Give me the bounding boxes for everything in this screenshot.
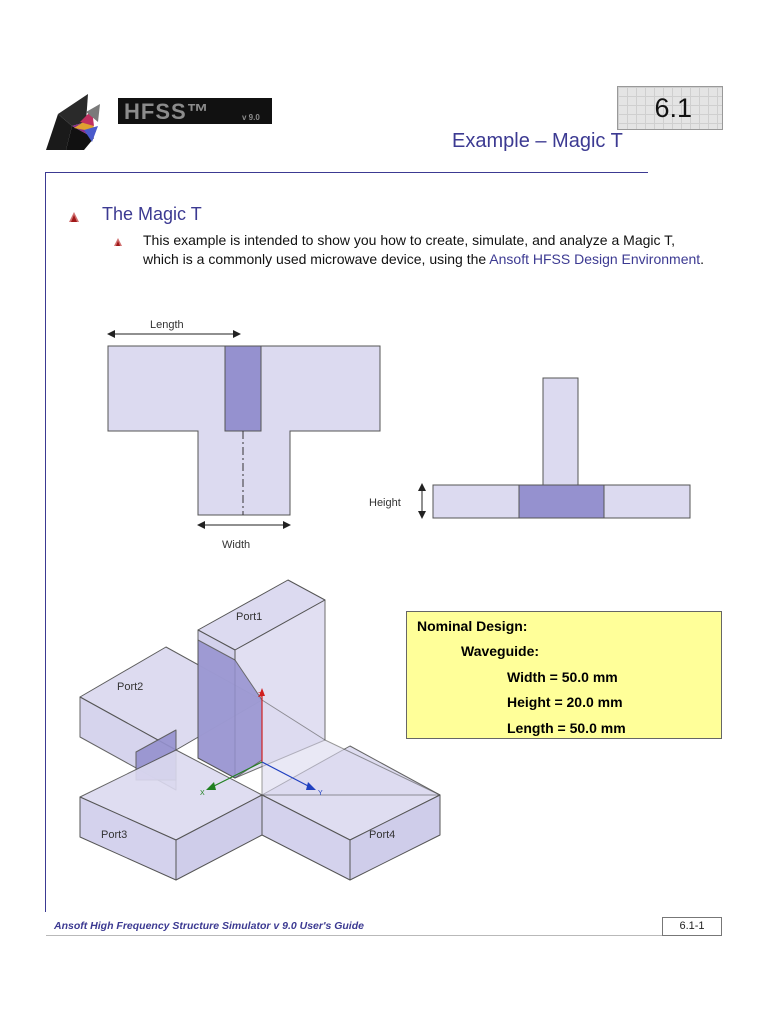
nominal-design-note bbox=[406, 611, 722, 739]
page-title: Example – Magic T bbox=[452, 130, 623, 152]
port2-label: Port2 bbox=[117, 681, 144, 693]
frame-top-rule bbox=[45, 172, 648, 173]
intro-tail: . bbox=[700, 250, 705, 267]
port4-label: Port4 bbox=[369, 829, 396, 841]
nominal-title: Nominal Design: bbox=[417, 618, 528, 634]
port1-label: Port1 bbox=[236, 611, 263, 623]
footer-title: Ansoft High Frequency Structure Simulator v 9.0 User's Guide bbox=[54, 920, 364, 932]
height-spec: Height = 20.0 mm bbox=[507, 694, 623, 710]
height-label: Height bbox=[369, 497, 401, 509]
y-axis-label: Y bbox=[318, 790, 323, 797]
logo-text: HFSS™ bbox=[124, 99, 210, 124]
length-label: Length bbox=[150, 319, 184, 331]
width-label: Width bbox=[222, 539, 251, 551]
section-bullet-icon bbox=[68, 210, 80, 228]
intro-text: This example is intended to show you how to create, simulate, and analyze a Magic T, which is a commonly used microwave device, using the bbox=[143, 232, 676, 267]
sub-bullet-icon bbox=[113, 234, 123, 252]
waveguide-subtitle: Waveguide: bbox=[461, 643, 540, 659]
intro-paragraph bbox=[143, 231, 713, 268]
chapter-badge bbox=[617, 86, 723, 130]
width-spec: Width = 50.0 mm bbox=[507, 669, 618, 685]
hfss-logo bbox=[44, 92, 276, 152]
section-heading: The Magic T bbox=[102, 204, 202, 224]
port3-label: Port3 bbox=[101, 829, 128, 841]
length-spec: Length = 50.0 mm bbox=[507, 720, 626, 736]
magic-t-diagrams bbox=[0, 300, 768, 900]
side-view bbox=[369, 378, 690, 518]
footer-page-number: 6.1-1 bbox=[662, 917, 722, 936]
side-view-port bbox=[519, 485, 604, 518]
hfss-logo-graphic bbox=[44, 92, 276, 152]
top-view-port bbox=[225, 346, 261, 431]
hfss-environment-link[interactable]: Ansoft HFSS Design Environment bbox=[489, 250, 701, 267]
top-view bbox=[108, 319, 380, 551]
z-axis-label: Z bbox=[258, 692, 263, 699]
x-axis-label: X bbox=[200, 790, 205, 797]
chapter-number: 6.1 bbox=[654, 93, 692, 123]
footer-rule bbox=[46, 935, 662, 936]
logo-version: v 9.0 bbox=[242, 113, 260, 122]
